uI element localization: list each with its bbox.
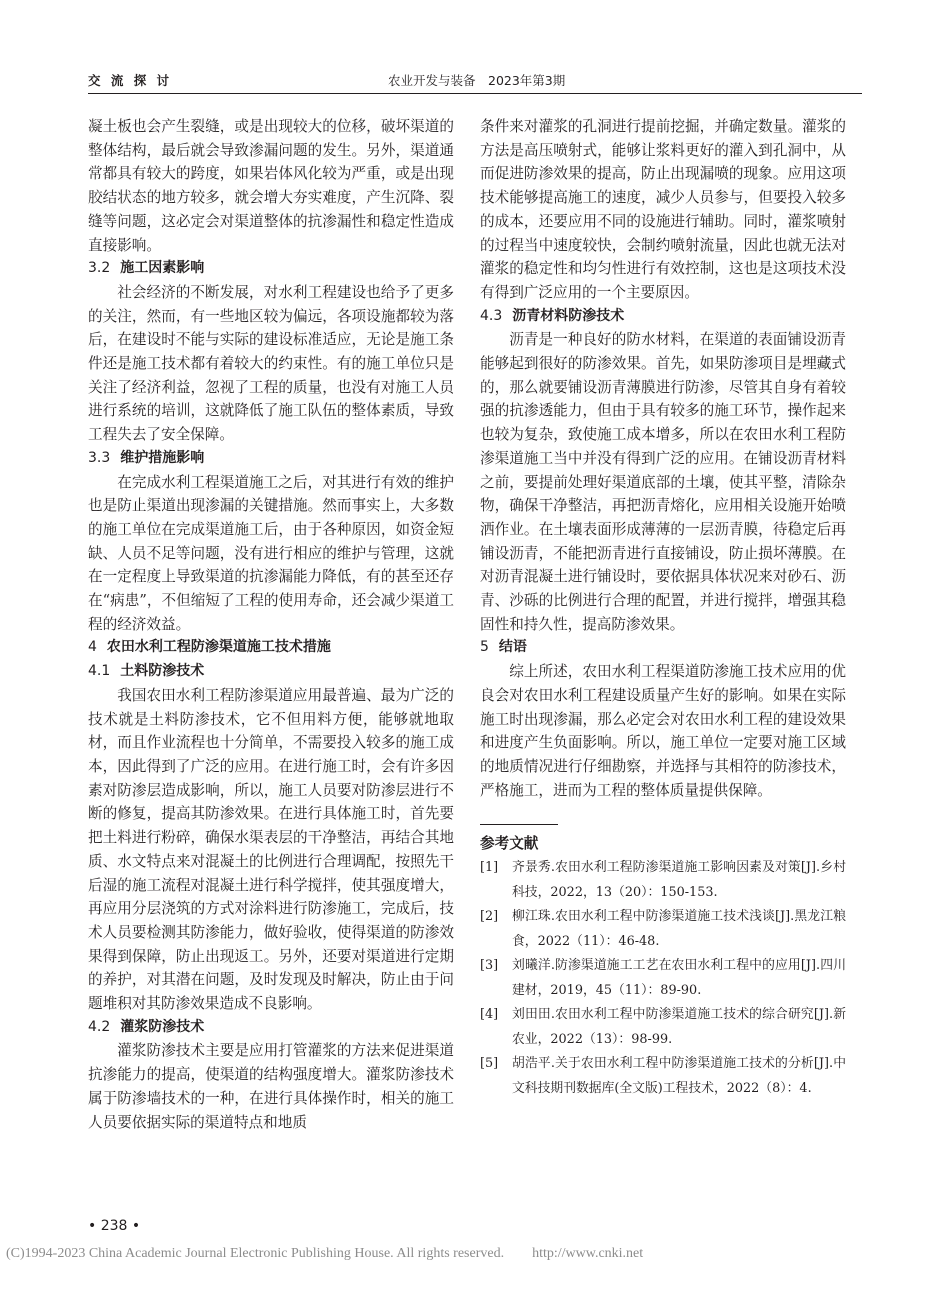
page-number: • 238 •	[88, 1218, 141, 1234]
paragraph: 灌浆防渗技术主要是应用打管灌浆的方法来促进渠道抗渗能力的提高，使渠道的结构强度增大。灌浆防渗技术属于防渗墙技术的一种，在进行具体操作时，相关的施工人员要依据实际的渠道特点和地质	[88, 1042, 454, 1131]
heading-title: 沥青材料防渗技术	[512, 307, 625, 324]
reference-text: 刘曦洋.防渗渠道施工工艺在农田水利工程中的应用[J].四川建材，2019，45（11）：89-90.	[512, 958, 846, 998]
copyright-notice: (C)1994-2023 China Academic Journal Electronic Publishing House. All rights reserved. http://www.cnki.net	[6, 1246, 644, 1261]
heading-number: 5	[480, 639, 489, 656]
paragraph: 凝土板也会产生裂缝，或是出现较大的位移，破坏渠道的整体结构，最后就会导致渗漏问题的发生。另外，渠道通常都具有较大的跨度，如果岩体风化较为严重，或是出现胶结状态的地方较多，就会增大夯实难度，产生沉降、裂缝等问题，这必定会对渠道整体的抗渗漏性和稳定性造成直接影响。	[88, 118, 454, 254]
reference-text: 齐景秀.农田水利工程防渗渠道施工影响因素及对策[J].乡村科技，2022，13（20）：150-153.	[512, 860, 846, 900]
reference-text: 刘田田.农田水利工程中防渗渠道施工技术的综合研究[J].新农业，2022（13）：98-99.	[512, 1007, 846, 1047]
heading-title: 农田水利工程防渗渠道施工技术措施	[106, 639, 331, 656]
reference-number: [4]	[480, 1007, 499, 1023]
running-header	[88, 71, 862, 91]
reference-item	[480, 856, 846, 905]
paragraph: 条件来对灌浆的孔洞进行提前挖掘，并确定数量。灌浆的方法是高压喷射式，能够让浆料更好的灌入到孔洞中，从而促进防渗效果的提高，防止出现漏喷的现象。应用这项技术能够提高施工的速度，减少人员参与，但要投入较多的成本，还要应用不同的设施进行辅助。同时，灌浆喷射的过程当中速度较快，会制约喷射流量，因此也就无法对灌浆的稳定性和均匀性进行有效控制，这也是这项技术没有得到广泛应用的一个主要原因。	[480, 118, 846, 301]
section-heading-4-1	[88, 660, 454, 684]
heading-number: 4.3	[480, 307, 503, 324]
heading-number: 3.3	[88, 449, 111, 466]
heading-title: 灌浆防渗技术	[120, 1018, 205, 1035]
heading-title: 施工因素影响	[120, 260, 205, 277]
header-rule	[88, 93, 862, 94]
heading-number: 4	[88, 639, 97, 656]
section-label: 交 流 探 讨	[88, 73, 173, 88]
heading-number: 4.2	[88, 1018, 111, 1035]
right-column	[480, 115, 846, 1101]
reference-number: [5]	[480, 1056, 499, 1072]
reference-item	[480, 1003, 846, 1052]
section-heading-4-2	[88, 1016, 454, 1040]
section-heading-3-3	[88, 447, 454, 471]
reference-number: [2]	[480, 909, 499, 925]
section-heading-3-2	[88, 257, 454, 281]
heading-number: 3.2	[88, 260, 111, 277]
section-heading-4-3	[480, 305, 846, 329]
reference-text: 柳江珠.农田水利工程中防渗渠道施工技术浅谈[J].黑龙江粮食，2022（11）：46-48.	[512, 909, 846, 949]
heading-title: 土料防渗技术	[120, 663, 205, 680]
paragraph: 在完成水利工程渠道施工之后，对其进行有效的维护也是防止渠道出现渗漏的关键措施。然而事实上，大多数的施工单位在完成渠道施工后，由于各种原因，如资金短缺、人员不足等问题，没有进行相应的维护与管理，这就在一定程度上导致渠道的抗渗漏能力降低，有的甚至还存在“病患”，不但缩短了工程的使用寿命，还会减少渠道工程的经济效益。	[88, 473, 454, 633]
reference-item	[480, 905, 846, 954]
section-heading-4	[88, 636, 454, 660]
references-heading: 参考文献	[480, 835, 539, 853]
section-heading-5	[480, 636, 846, 660]
paragraph: 社会经济的不断发展，对水利工程建设也给予了更多的关注，然而，有一些地区较为偏远，各项设施都较为落后，在建设时不能与实际的建设标准适应，无论是施工条件还是施工技术都有着较大的约束性。有的施工单位只是关注了经济利益，忽视了工程的质量，也没有对施工人员进行系统的培训，这就降低了施工队伍的整体素质，导致工程失去了安全保障。	[88, 283, 454, 444]
reference-number: [3]	[480, 958, 499, 974]
journal-title: 农业开发与装备 2023年第3期	[388, 73, 566, 88]
paragraph: 我国农田水利工程防渗渠道应用最普遍、最为广泛的技术就是土料防渗技术，它不但用料方便，能够就地取材，而且作业流程也十分简单，不需要投入较多的施工成本，因此得到了广泛的应用。在进行施工时，会有许多因素对防渗层造成影响，所以，施工人员要对防渗层进行不断的修复，提高其防渗效果。在进行具体施工时，首先要把土料进行粉碎，确保水渠表层的干净整洁，再结合其地质、水文特点来对混凝土的比例进行合理调配，按照先干后湿的施工流程对混凝土进行科学搅拌，使其强度增大，再应用分层浇筑的方式对涂料进行防渗施工，完成后，技术人员要检测其防渗能力，做好验收，使得渠道的防渗效果得到保障，防止出现返工。另外，还要对渠道进行定期的养护，对其潜在问题，及时发现及时解决，防止由于问题堆积对其防渗效果造成不良影响。	[88, 686, 454, 1013]
heading-number: 4.1	[88, 663, 111, 680]
reference-text: 胡浩平.关于农田水利工程中防渗渠道施工技术的分析[J].中文科技期刊数据库(全文版)工程技术，2022（8）：4.	[512, 1056, 846, 1096]
heading-title: 维护措施影响	[120, 449, 205, 466]
reference-number: [1]	[480, 860, 499, 876]
reference-item	[480, 954, 846, 1003]
reference-item	[480, 1052, 846, 1101]
paragraph: 综上所述，农田水利工程渠道防渗施工技术应用的优良会对农田水利工程建设质量产生好的影响。如果在实际施工时出现渗漏，那么必定会对农田水利工程的建设效果和进度产生负面影响。所以，施工单位一定要对施工区域的地质情况进行仔细勘察，并选择与其相符的防渗技术，严格施工，进而为工程的整体质量提供保障。	[480, 663, 846, 799]
references-rule	[480, 824, 558, 825]
heading-title: 结语	[498, 639, 527, 656]
paragraph: 沥青是一种良好的防水材料，在渠道的表面铺设沥青能够起到很好的防渗效果。首先，如果防渗项目是埋藏式的，那么就要铺设沥青薄膜进行防渗，尽管其自身有着较强的抗渗透能力，但由于具有较多的施工环节，操作起来也较为复杂，致使施工成本增多，所以在农田水利工程防渗渠道施工当中并没有得到广泛的应用。在铺设沥青材料之前，要提前处理好渠道底部的土壤，使其平整，清除杂物，确保干净整洁，再把沥青熔化，应用相关设施开始喷洒作业。在土壤表面形成薄薄的一层沥青膜，待稳定后再铺设沥青，不能把沥青进行直接铺设，防止损坏薄膜。在对沥青混凝土进行铺设时，要依据具体状况来对砂石、沥青、沙砾的比例进行合理的配置，并进行搅拌，增强其稳固性和持久性，提高防渗效果。	[480, 331, 846, 633]
left-column	[88, 115, 454, 1134]
